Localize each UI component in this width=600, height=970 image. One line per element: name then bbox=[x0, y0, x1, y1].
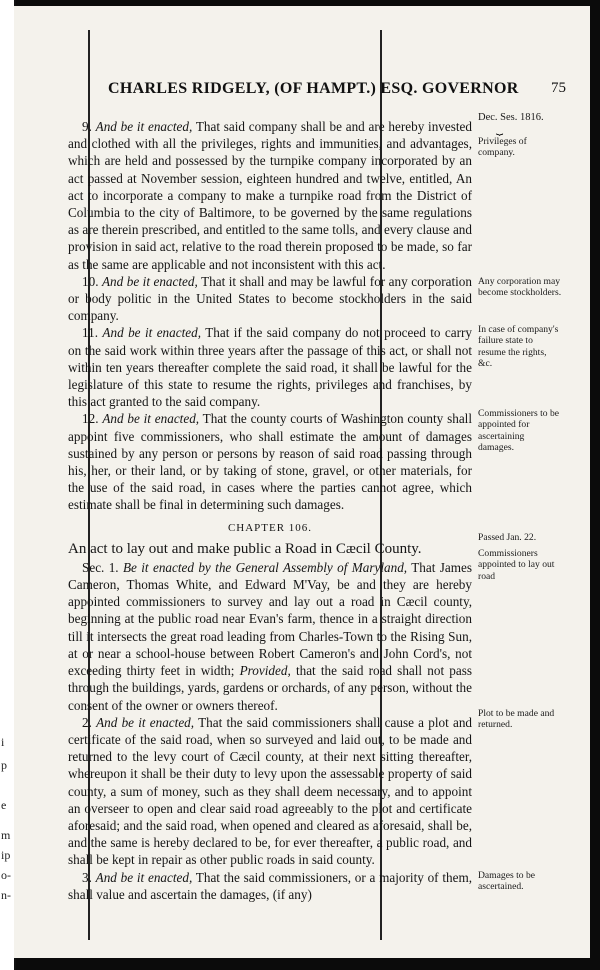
section-number: 10. bbox=[82, 273, 99, 289]
page-number: 75 bbox=[551, 80, 566, 96]
section-text: That said company shall be and are hereby invested and clothed with all the privileges, rights and immunities, and advantages, which are held and possessed by the turnpike company incorporated by an act passed at November session, eighteen hundred and twelve, entitled, An act to incorporate a company to make a turnpike road from the District of Columbia to the city of Baltimore, to be governed by the same regulations as are therein prescribed, and entitled to the same tolls, and every clause and provision in said act, relative to the road therein proposed to be made, so far as the same are applicable and not inconsistent with this act. bbox=[68, 119, 472, 272]
side-note-commissioners-road: Commissioners appointed to lay out road bbox=[478, 548, 555, 582]
enacting-clause: Be it enacted by the General Assembly of Maryland, bbox=[122, 559, 408, 575]
side-note-damages: Damages to be ascertained. bbox=[478, 870, 536, 893]
enacting-clause: And be it enacted, bbox=[102, 325, 202, 341]
section-number: 11. bbox=[82, 325, 98, 341]
side-note-failure: In case of company's failure state to resume the rights, &c. bbox=[478, 324, 559, 370]
side-note-session bbox=[478, 112, 562, 136]
section-text: That James Cameron, Thomas White, and Edward M'Vay, be and they are hereby appointed commissioners to survey and lay out a road in Cæcil county, beginning at the public road near Evan's farm, thence in a straight direction till it intersects the great road leading from Charles-Town to the Rising Sun, at or near a school-house between Robert Cameron's and John Cord's, not exceeding thirty feet in width; bbox=[68, 559, 472, 679]
page-title: CHARLES RIDGELY, (OF HAMPT.) ESQ. GOVERNOR bbox=[108, 80, 519, 97]
side-note-text: Dec. Ses. 1816. bbox=[478, 112, 544, 123]
section-text: That it shall and may be lawful for any corporation or body politic in the United States to become stockholders in the said company. bbox=[68, 273, 472, 324]
margin-fragment: p bbox=[1, 758, 7, 772]
section-number: 12. bbox=[82, 411, 99, 427]
margin-fragment: o- bbox=[1, 868, 11, 882]
margin-fragment: m bbox=[1, 828, 11, 842]
section-2 bbox=[68, 714, 472, 869]
side-note-corporation: Any corporation may become stockholders. bbox=[478, 276, 562, 299]
section-text: That if the said company do not proceed to carry on the said work within three years after the passage of this act, or shall not within ten years thereafter complete the said road, it shall be lawful for the legislature of this state to resume the rights, privileges and franchises, by this act granted to the said company. bbox=[68, 325, 473, 410]
enacting-clause: And be it enacted, bbox=[101, 273, 198, 289]
act-title: An act to lay out and make public a Road in Cæcil County. bbox=[68, 540, 422, 557]
enacting-clause: And be it enacted, bbox=[102, 411, 200, 427]
section-10 bbox=[68, 273, 472, 325]
section-number: 9. bbox=[82, 119, 92, 134]
enacting-clause: And be it enacted, bbox=[95, 869, 193, 885]
margin-fragment: n- bbox=[1, 888, 11, 902]
proviso-word: Provided, bbox=[239, 663, 291, 679]
section-1 bbox=[68, 559, 472, 714]
running-header bbox=[96, 80, 566, 104]
side-note-privileges: Privileges of company. bbox=[478, 136, 527, 159]
enacting-clause: And be it enacted, bbox=[95, 119, 193, 134]
page-body bbox=[68, 118, 472, 903]
side-note-commissioners-damages: Commissioners to be appointed for ascertaining damages. bbox=[478, 408, 560, 454]
section-number: 3. bbox=[82, 869, 92, 885]
proviso-text: that the said road shall not pass through the buildings, yards, gardens or orchards, of any person, without the consent of the owner or owners thereof. bbox=[68, 663, 472, 713]
enacting-clause: And be it enacted, bbox=[96, 714, 195, 730]
section-number: 2. bbox=[82, 714, 92, 730]
section-11 bbox=[68, 324, 472, 410]
margin-fragment: ip bbox=[1, 848, 11, 862]
section-12 bbox=[68, 410, 472, 513]
brace-icon: ⏟ bbox=[496, 121, 504, 136]
side-note-plot: Plot to be made and returned. bbox=[478, 708, 555, 731]
section-text: That the county courts of Washington county shall appoint five commissioners, who shall estimate the amount of damages sustained by any person or persons by reason of said road passing through his, her, or their land, or by taking of stone, gravel, or other materials, for the use of the said road, in cases where the parties cannot agree, which estimate shall be final in determining such damages. bbox=[68, 411, 473, 513]
section-9 bbox=[68, 118, 472, 273]
margin-fragment: e bbox=[1, 798, 7, 812]
section-text: That the said commissioners, or a majority of them, shall value and ascertain the damages, (if any) bbox=[68, 869, 472, 902]
side-note-passed: Passed Jan. 22. bbox=[478, 532, 537, 543]
section-text: That the said commissioners shall cause a plot and certificate of the said road, when so surveyed and laid out, to be made and returned to the levy court of Cæcil county, at their next sitting thereafter, whereupon it shall be their duty to levy upon the assessable property of said county, a sum of money, such as they shall deem necessary, and to appoint an overseer to open and clear said road agreeably to the plot and certificate aforesaid; and the said road, when opened and cleared as aforesaid, shall be, and the same is hereby declared to be, for ever thereafter, a public road, and shall be kept in repair as other public roads in said county. bbox=[68, 714, 473, 868]
section-number: Sec. 1. bbox=[82, 559, 119, 575]
section-3 bbox=[68, 869, 472, 903]
chapter-heading: CHAPTER 106. bbox=[227, 521, 313, 534]
margin-fragment: i bbox=[1, 735, 5, 749]
